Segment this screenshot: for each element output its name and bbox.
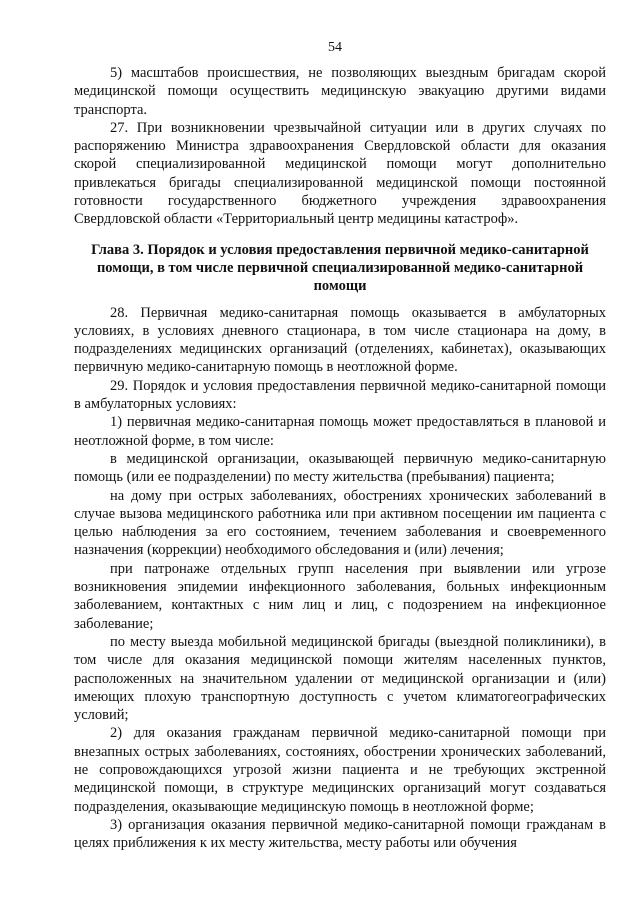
paragraph-28: 28. Первичная медико-санитарная помощь оказывается в амбулаторных условиях, в условиях дневного стационара, в том числе стационара на дому, в подразделениях медицинских организаций (отделениях, кабинетах), оказывающих первичную медико-санитарную помощь в неотложной форме. — [74, 304, 606, 376]
paragraph-29-item-1-option-b: на дому при острых заболеваниях, обострениях хронических заболеваний в случае вызова медицинского работника или при активном посещении им пациента с целью наблюдения за его состоянием, течением заболевания и своевременного назначения (коррекции) необходимого обследования и (или) лечения; — [74, 487, 606, 559]
paragraph-29-item-1-option-c: при патронаже отдельных групп населения при выявлении или угрозе возникновения эпидемии инфекционного заболевания, больных инфекционным заболеванием, контактных с ним лиц и лиц, с подозрением на инфекционное заболевание; — [74, 560, 606, 632]
chapter-heading: Глава 3. Порядок и условия предоставления первичной медико-санитарной помощи, в том числе первичной специализированной медико-санитарной помощи — [91, 241, 589, 295]
paragraph-29-item-1-option-a: в медицинской организации, оказывающей первичную медико-санитарную помощь (или ее подразделении) по месту жительства (пребывания) пациента; — [74, 450, 606, 486]
page-number: 54 — [328, 40, 342, 55]
paragraph-29: 29. Порядок и условия предоставления первичной медико-санитарной помощи в амбулаторных условиях: — [74, 377, 606, 413]
paragraph-29-item-2: 2) для оказания гражданам первичной медико-санитарной помощи при внезапных острых заболеваниях, состояниях, обострении хронических заболеваний, не сопровождающихся угрозой жизни пациента и не требующих экстренной медицинской помощи, в структуре медицинских организаций могут создаваться подразделения, оказывающие медицинскую помощь в неотложной форме; — [74, 725, 606, 815]
paragraph-29-item-1-option-d: по месту выезда мобильной медицинской бригады (выездной поликлиники), в том числе для оказания медицинской помощи жителям населенных пунктов, расположенных на значительном удалении от медицинской организации и (или) имеющих плохую транспортную доступность с учетом климатогеографических условий; — [74, 633, 606, 724]
paragraph-29-item-1: 1) первичная медико-санитарная помощь может предоставляться в плановой и неотложной форме, в том числе: — [74, 414, 606, 449]
paragraph-27: 27. При возникновении чрезвычайной ситуации или в других случаях по распоряжению Министра здравоохранения Свердловской области для оказания скорой специализированной медицинской помощи могут дополнительно привлекаться бригады специализированной медицинской помощи постоянной готовности государственного бюджетного учреждения здравоохранения Свердловской области «Территориальный центр медицины катастроф». — [74, 119, 606, 228]
paragraph-29-item-3: 3) организация оказания первичной медико-санитарной помощи гражданам в целях приближения к их месту жительства, месту работы или обучения — [74, 816, 606, 852]
paragraph-item-5: 5) масштабов происшествия, не позволяющих выездным бригадам скорой медицинской помощи осуществить медицинскую эвакуацию другими видами транспорта. — [74, 65, 606, 118]
